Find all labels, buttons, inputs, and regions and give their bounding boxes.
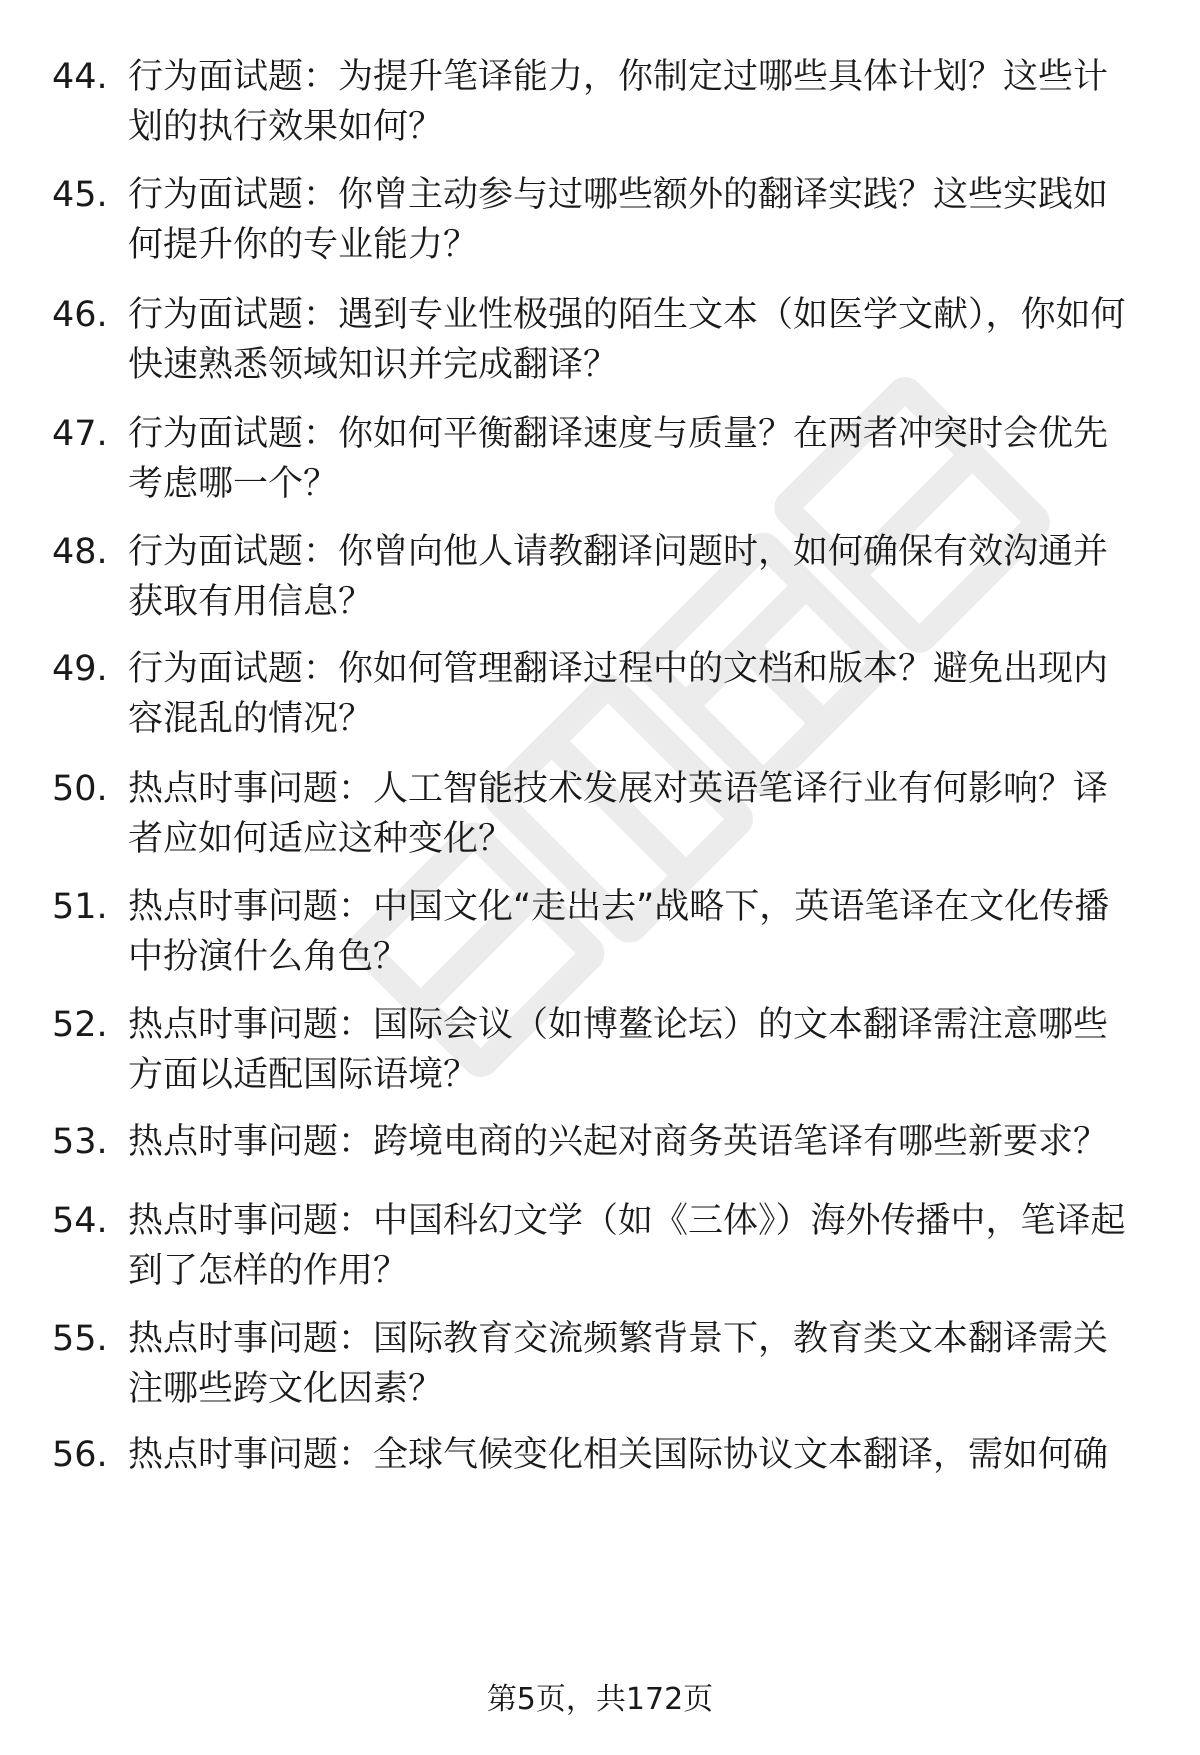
list-item — [52, 1196, 1140, 1296]
list-item — [52, 764, 1140, 864]
question-text: 行为面试题：你如何管理翻译过程中的文档和版本？避免出现内容混乱的情况？ — [128, 649, 1109, 739]
question-number: 51. — [52, 887, 108, 927]
list-item — [52, 1000, 1140, 1100]
question-text: 行为面试题：你曾向他人请教翻译问题时，如何确保有效沟通并获取有用信息？ — [128, 532, 1109, 622]
question-text: 行为面试题：遇到专业性极强的陌生文本（如医学文献），你如何快速熟悉领域知识并完成翻译？ — [128, 295, 1126, 385]
list-item — [52, 290, 1140, 390]
list-item — [52, 1430, 1140, 1480]
list-item — [52, 409, 1140, 509]
question-number: 44. — [52, 57, 108, 97]
question-number: 54. — [52, 1201, 108, 1241]
question-text: 行为面试题：为提升笔译能力，你制定过哪些具体计划？这些计划的执行效果如何？ — [128, 57, 1109, 147]
question-number: 55. — [52, 1319, 108, 1359]
question-text: 热点时事问题：中国科幻文学（如《三体》）海外传播中，笔译起到了怎样的作用？ — [128, 1201, 1126, 1291]
list-item — [52, 1117, 1140, 1167]
question-number: 56. — [52, 1435, 108, 1475]
list-item — [52, 527, 1140, 627]
list-item — [52, 644, 1140, 744]
list-item — [52, 170, 1140, 270]
list-item — [52, 52, 1140, 152]
list-item — [52, 882, 1140, 982]
question-number: 49. — [52, 649, 108, 689]
question-text: 行为面试题：你如何平衡翻译速度与质量？在两者冲突时会优先考虑哪一个？ — [128, 414, 1109, 504]
question-text: 热点时事问题：中国文化“走出去”战略下，英语笔译在文化传播中扮演什么角色？ — [128, 887, 1110, 977]
question-text: 热点时事问题：国际教育交流频繁背景下，教育类文本翻译需关注哪些跨文化因素？ — [128, 1319, 1109, 1409]
question-number: 48. — [52, 532, 108, 572]
question-number: 46. — [52, 295, 108, 335]
question-number: 47. — [52, 414, 108, 454]
list-item — [52, 1314, 1140, 1414]
question-text: 热点时事问题：国际会议（如博鳌论坛）的文本翻译需注意哪些方面以适配国际语境？ — [128, 1005, 1109, 1095]
question-text: 热点时事问题：跨境电商的兴起对商务英语笔译有哪些新要求？ — [128, 1122, 1109, 1162]
question-text: 热点时事问题：人工智能技术发展对英语笔译行业有何影响？译者应如何适应这种变化？ — [128, 769, 1109, 859]
question-text: 热点时事问题：全球气候变化相关国际协议文本翻译，需如何确 — [128, 1435, 1109, 1475]
question-text: 行为面试题：你曾主动参与过哪些额外的翻译实践？这些实践如何提升你的专业能力？ — [128, 175, 1109, 265]
question-number: 45. — [52, 175, 108, 215]
question-number: 50. — [52, 769, 108, 809]
question-number: 53. — [52, 1122, 108, 1162]
question-number: 52. — [52, 1005, 108, 1045]
page-number: 第5页，共172页 — [486, 1682, 714, 1717]
